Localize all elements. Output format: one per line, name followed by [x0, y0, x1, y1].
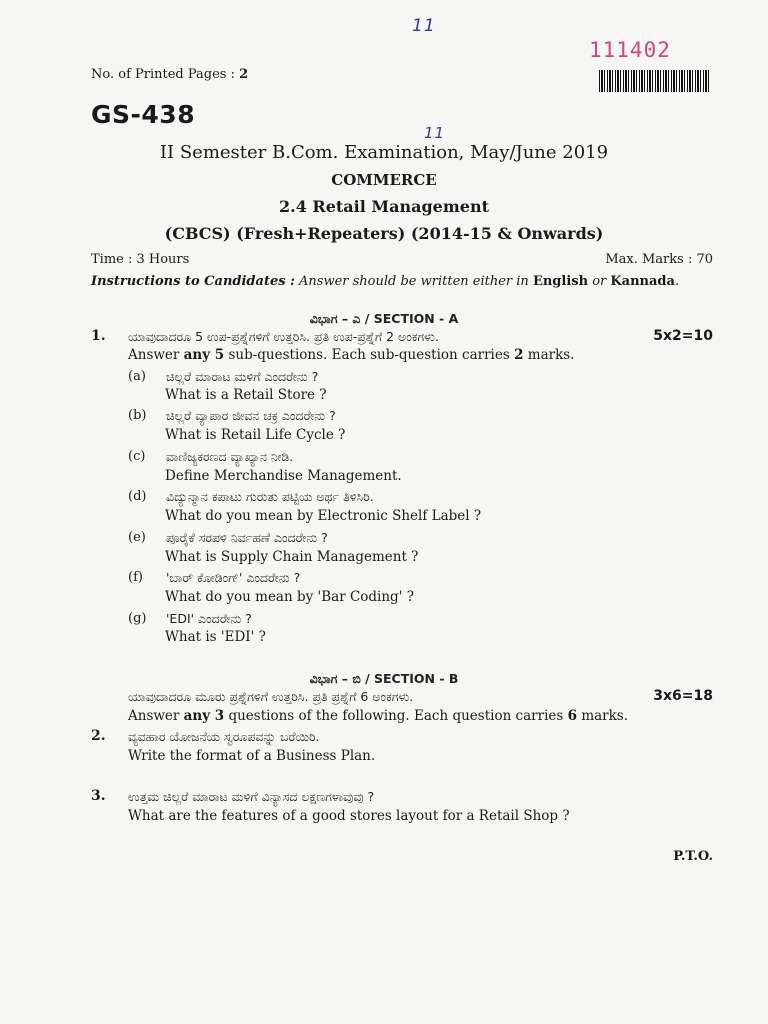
instr-part: Answer	[128, 347, 180, 363]
subq-kannada: ವಾಣಿಜ್ಯಕರಣದ ವ್ಯಾಖ್ಯಾನ ನೀಡಿ.	[166, 449, 294, 464]
serial-number: 111402	[589, 38, 671, 62]
question-3-kannada: ಉತ್ತಮ ಚಿಲ್ಲರೆ ಮಾರಾಟ ಮಳಿಗೆ ವಿನ್ಯಾಸದ ಲಕ್ಷಣಗಳಾವುವು ?	[128, 789, 375, 804]
subq-kannada: 'ಬಾರ್ ಕೋಡಿಂಗ್' ಎಂದರೇನು ?	[166, 570, 301, 585]
question-1-english	[128, 347, 574, 363]
subq-kannada: ಚಿಲ್ಲರೆ ವ್ಯಾಪಾರ ಜೀವನ ಚಕ್ರ ಎಂದರೇನು ?	[166, 408, 336, 423]
instructions-end: .	[674, 274, 680, 289]
instr-part: Answer	[128, 708, 180, 724]
subq-label: (b)	[128, 408, 147, 423]
subq-kannada: 'EDI' ಎಂದರೇನು ?	[166, 611, 252, 626]
instr-marks: 2	[514, 347, 524, 363]
instructions-or: or	[592, 274, 607, 289]
language-kannada: Kannada	[610, 274, 675, 289]
instr-part: sub-questions. Each sub-question carries	[228, 347, 510, 363]
instr-part: questions of the following. Each question carries	[228, 708, 564, 724]
printed-pages-value: 2	[239, 67, 249, 82]
exam-title: II Semester B.Com. Examination, May/June 2019	[159, 142, 609, 163]
subq-english: What is Retail Life Cycle ?	[165, 427, 346, 443]
instr-count: any 3	[183, 708, 225, 724]
question-3-number: 3.	[91, 788, 106, 804]
max-marks: Max. Marks : 70	[605, 252, 713, 267]
printed-pages-label: No. of Printed Pages :	[91, 67, 235, 82]
subq-kannada: ವಿದ್ಯುನ್ಮಾನ ಕಪಾಟು ಗುರುತು ಪಟ್ಟಿಯ ಅರ್ಥ ತಿಳಿಸಿರಿ.	[166, 489, 374, 504]
subq-kannada: ಪೂರೈಕೆ ಸರಪಳಿ ನಿರ್ವಹಣೆ ಎಂದರೇನು ?	[166, 530, 328, 545]
question-3-english: What are the features of a good stores layout for a Retail Shop ?	[128, 808, 570, 824]
barcode-image	[599, 70, 711, 92]
subq-english: What is 'EDI' ?	[165, 629, 266, 645]
section-a-heading	[0, 308, 768, 327]
question-1-number: 1.	[91, 328, 106, 344]
section-b-heading	[0, 668, 768, 687]
subq-label: (d)	[128, 489, 147, 504]
subq-english: What do you mean by 'Bar Coding' ?	[165, 589, 414, 605]
subq-english: Define Merchandise Management.	[165, 468, 402, 484]
paper-code: GS-438	[91, 100, 196, 129]
question-2-kannada: ವ್ಯವಹಾರ ಯೋಜನೆಯ ಸ್ವರೂಪವನ್ನು ಬರೆಯಿರಿ.	[128, 729, 320, 744]
section-b-marks: 3x6=18	[653, 688, 713, 704]
question-2-english: Write the format of a Business Plan.	[128, 748, 376, 764]
subq-label: (g)	[128, 611, 147, 626]
section-a-heading-text: ವಿಭಾಗ – ಎ / SECTION - A	[309, 311, 459, 326]
instructions-label: Instructions to Candidates :	[91, 274, 295, 289]
section-b-heading-text: ವಿಭಾಗ – ಬಿ / SECTION - B	[309, 671, 459, 686]
subq-english: What do you mean by Electronic Shelf Label ?	[165, 508, 482, 524]
instructions	[91, 274, 679, 289]
handwritten-mark-mid: 11	[424, 124, 446, 142]
subq-english: What is Supply Chain Management ?	[165, 549, 419, 565]
subq-label: (c)	[128, 449, 146, 464]
question-2-number: 2.	[91, 728, 106, 744]
subq-label: (f)	[128, 570, 143, 585]
subq-kannada: ಚಿಲ್ಲರೆ ಮಾರಾಟ ಮಳಿಗೆ ಎಂದರೇನು ?	[166, 369, 319, 384]
section-b-english	[128, 708, 628, 724]
language-english: English	[532, 274, 589, 289]
paper-title: 2.4 Retail Management	[279, 197, 489, 216]
subject: COMMERCE	[331, 171, 437, 189]
subq-english: What is a Retail Store ?	[165, 387, 327, 403]
subq-label: (a)	[128, 369, 146, 384]
printed-pages	[91, 67, 248, 82]
handwritten-mark-top: 11	[412, 16, 436, 36]
time-allowed: Time : 3 Hours	[91, 252, 190, 267]
instr-marks: 6	[567, 708, 578, 724]
section-a-marks: 5x2=10	[653, 328, 713, 344]
instr-part: marks.	[581, 708, 629, 724]
scheme: (CBCS) (Fresh+Repeaters) (2014-15 & Onwards)	[164, 224, 604, 243]
instr-part: marks.	[527, 347, 575, 363]
instr-count: any 5	[183, 347, 225, 363]
subq-label: (e)	[128, 530, 146, 545]
pto-footer: P.T.O.	[673, 849, 713, 864]
instructions-text: Answer should be written either in	[299, 274, 529, 289]
section-b-kannada: ಯಾವುದಾದರೂ ಮೂರು ಪ್ರಶ್ನೆಗಳಿಗೆ ಉತ್ತರಿಸಿ. ಪ್ರತಿ ಪ್ರಶ್ನೆಗೆ 6 ಅಂಕಗಳು.	[128, 689, 414, 704]
question-1-kannada: ಯಾವುದಾದರೂ 5 ಉಪ-ಪ್ರಶ್ನೆಗಳಿಗೆ ಉತ್ತರಿಸಿ. ಪ್ರತಿ ಉಪ-ಪ್ರಶ್ನೆಗೆ 2 ಅಂಕಗಳು.	[128, 329, 439, 344]
